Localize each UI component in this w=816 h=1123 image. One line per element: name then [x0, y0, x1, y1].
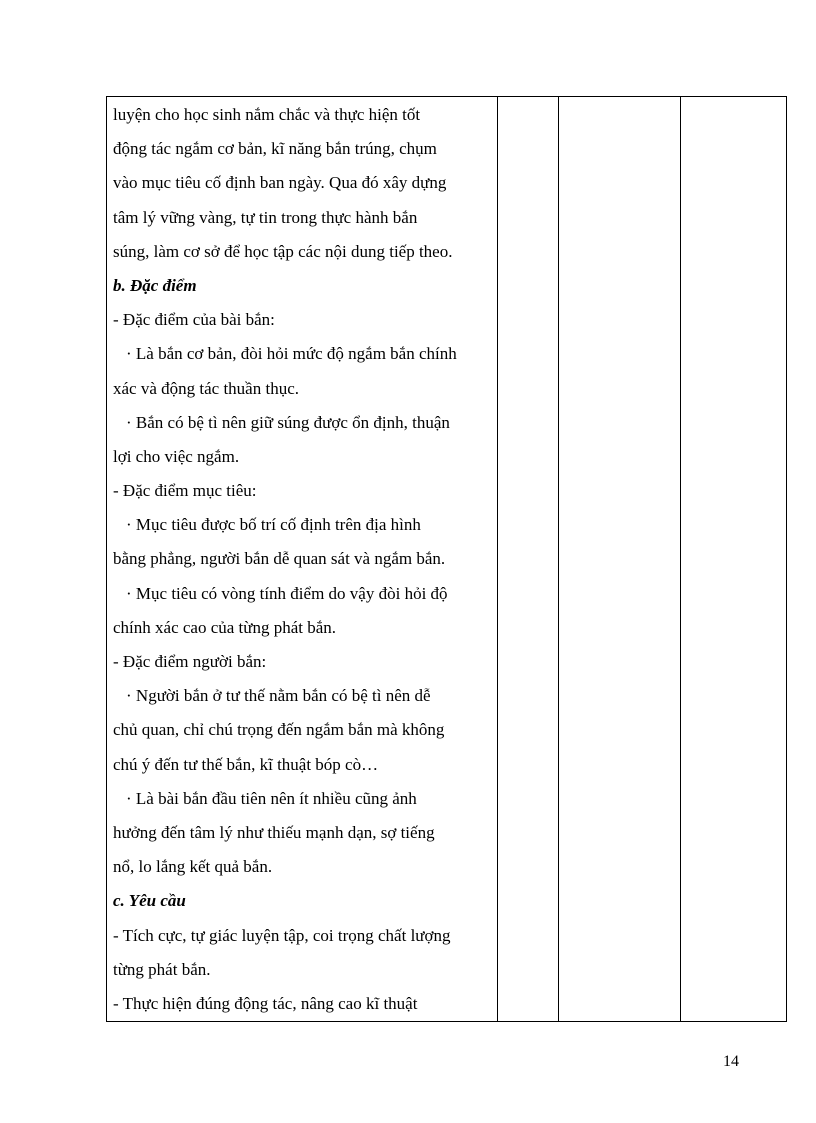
text-line: · Bắn có bệ tì nên giữ súng được ổn định, thuận	[126, 412, 450, 432]
text-line: bằng phẳng, người bắn dễ quan sát và ngắm bắn.	[113, 549, 446, 569]
text-line: lợi cho việc ngắm.	[113, 446, 240, 466]
text-line: chú ý đến tư thế bắn, kĩ thuật bóp cò…	[113, 754, 379, 774]
section-heading: b. Đặc điểm	[113, 275, 197, 295]
text-line: động tác ngắm cơ bản, kĩ năng bắn trúng, chụm	[113, 139, 437, 159]
text-line: - Đặc điểm mục tiêu:	[113, 481, 257, 501]
text-line: · Mục tiêu được bố trí cố định trên địa hình	[126, 515, 421, 535]
text-line: · Mục tiêu có vòng tính điểm do vậy đòi hỏi độ	[126, 583, 448, 603]
text-line: chủ quan, chỉ chú trọng đến ngắm bắn mà không	[113, 720, 445, 740]
text-line: xác và động tác thuần thục.	[113, 378, 299, 398]
text-line: luyện cho học sinh nắm chắc và thực hiện tốt	[113, 105, 421, 124]
empty-cell-2	[498, 97, 559, 1022]
text-line: súng, làm cơ sở để học tập các nội dung tiếp theo.	[113, 241, 453, 261]
section-heading: c. Yêu cầu	[113, 891, 186, 911]
text-line: chính xác cao của từng phát bắn.	[113, 617, 337, 637]
text-line: nổ, lo lắng kết quả bắn.	[113, 857, 273, 877]
text-line: - Tích cực, tự giác luyện tập, coi trọng chất lượng	[113, 925, 451, 945]
text-line: - Đặc điểm của bài bắn:	[113, 310, 275, 330]
text-line: · Là bài bắn đầu tiên nên ít nhiều cũng ảnh	[126, 788, 417, 808]
text-line: - Đặc điểm người bắn:	[113, 652, 267, 671]
content-cell	[107, 97, 498, 1022]
text-line: hưởng đến tâm lý như thiếu mạnh dạn, sợ tiếng	[113, 822, 435, 842]
text-line: · Là bắn cơ bản, đòi hỏi mức độ ngắm bắn chính	[126, 344, 457, 364]
text-line: · Người bắn ở tư thế nằm bắn có bệ tì nên dễ	[126, 686, 431, 706]
text-line: vào mục tiêu cố định ban ngày. Qua đó xây dựng	[113, 173, 447, 193]
lesson-plan-table	[106, 96, 787, 1022]
empty-cell-3	[559, 97, 681, 1022]
text-line: tâm lý vững vàng, tự tin trong thực hành bắn	[113, 207, 418, 227]
empty-cell-4	[681, 97, 787, 1022]
text-line: - Thực hiện đúng động tác, nâng cao kĩ thuật	[113, 993, 418, 1013]
content-body	[107, 97, 497, 1021]
table-row	[107, 97, 787, 1022]
page-number: 14	[723, 1053, 739, 1070]
text-line: từng phát bắn.	[113, 959, 211, 979]
